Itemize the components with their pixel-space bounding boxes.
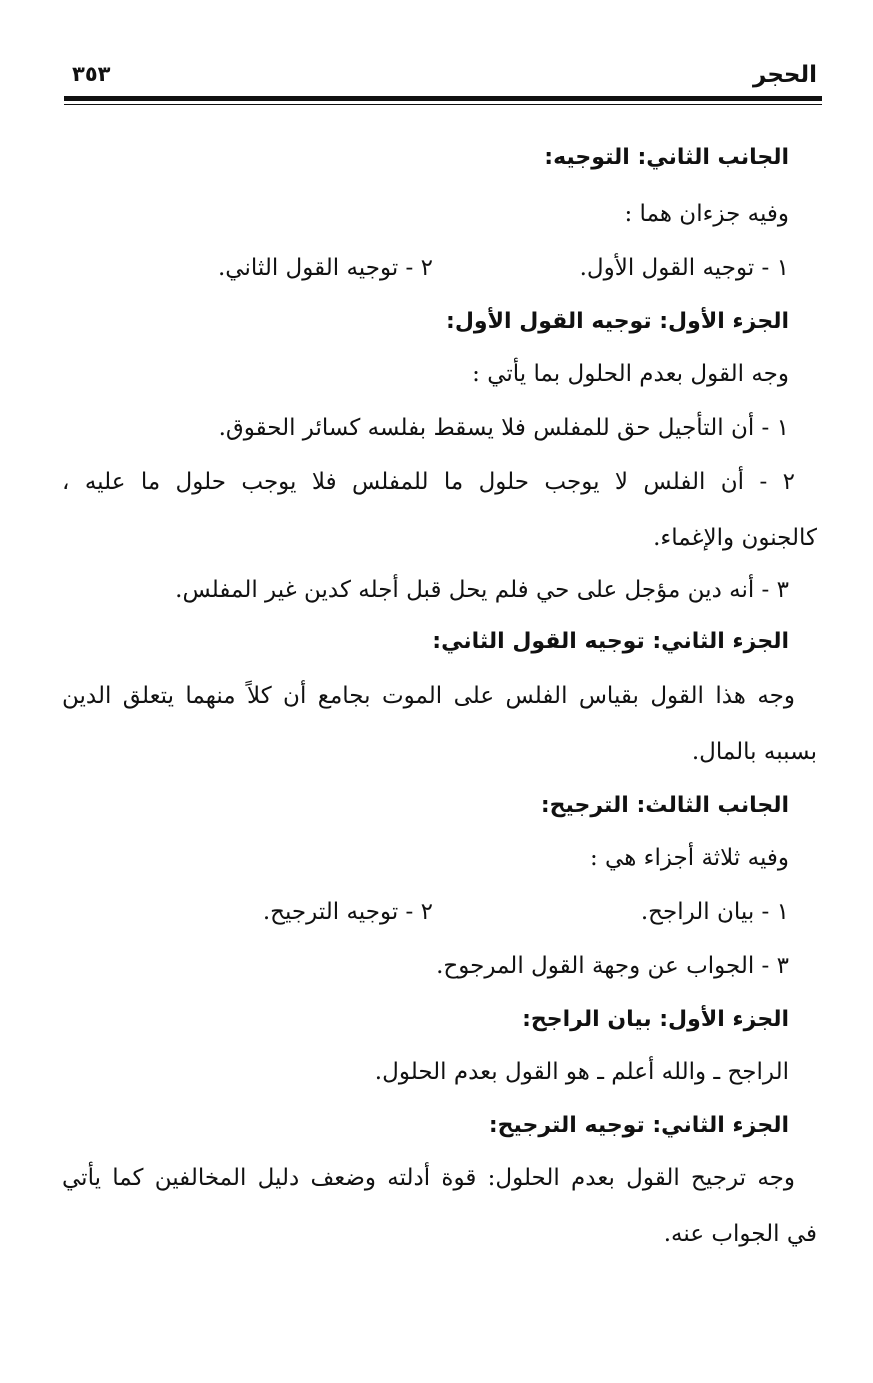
list-item: ٢ - توجيه الترجيح.: [262, 899, 433, 925]
section-heading: الجانب الثالث: الترجيح:: [540, 793, 789, 818]
subsection-heading: الجزء الأول: توجيه القول الأول:: [446, 309, 789, 334]
list-item: ١ - أن التأجيل حق للمفلس فلا يسقط بفلسه كسائر الحقوق.: [218, 415, 789, 441]
paragraph: وفيه ثلاثة أجزاء هي :: [589, 845, 789, 871]
running-header-title: الحجر: [753, 62, 817, 88]
list-item-continuation: كالجنون والإغماء.: [653, 525, 817, 551]
list-item: ٢ - توجيه القول الثاني.: [217, 255, 433, 281]
list-item: ٣ - الجواب عن وجهة القول المرجوح.: [436, 953, 789, 979]
paragraph: وجه ترجيح القول بعدم الحلول: قوة أدلته وضعف دليل المخالفين كما يأتي: [62, 1165, 795, 1191]
subsection-heading: الجزء الأول: بيان الراجح:: [522, 1007, 789, 1032]
subsection-heading: الجزء الثاني: توجيه القول الثاني:: [432, 629, 789, 654]
section-heading: الجانب الثاني: التوجيه:: [544, 145, 789, 170]
paragraph-continuation: في الجواب عنه.: [663, 1221, 817, 1247]
list-item: ٢ - أن الفلس لا يوجب حلول ما للمفلس فلا يوجب حلول ما عليه ،: [62, 469, 795, 495]
list-item: ١ - بيان الراجح.: [640, 899, 789, 925]
list-item: ٣ - أنه دين مؤجل على حي فلم يحل قبل أجله كدين غير المفلس.: [175, 577, 789, 603]
paragraph: وجه هذا القول بقياس الفلس على الموت بجامع أن كلاً منهما يتعلق الدين: [62, 683, 795, 709]
page-number: ٣٥٣: [72, 62, 111, 86]
subsection-heading: الجزء الثاني: توجيه الترجيح:: [488, 1113, 789, 1138]
header-rule-thin: [64, 104, 822, 105]
list-item: ١ - توجيه القول الأول.: [579, 255, 789, 281]
paragraph: وفيه جزءان هما :: [624, 201, 789, 227]
header-rule-thick: [64, 96, 822, 101]
paragraph: الراجح ـ والله أعلم ـ هو القول بعدم الحلول.: [374, 1059, 789, 1085]
paragraph: وجه القول بعدم الحلول بما يأتي :: [472, 361, 789, 387]
paragraph-continuation: بسببه بالمال.: [691, 739, 817, 765]
